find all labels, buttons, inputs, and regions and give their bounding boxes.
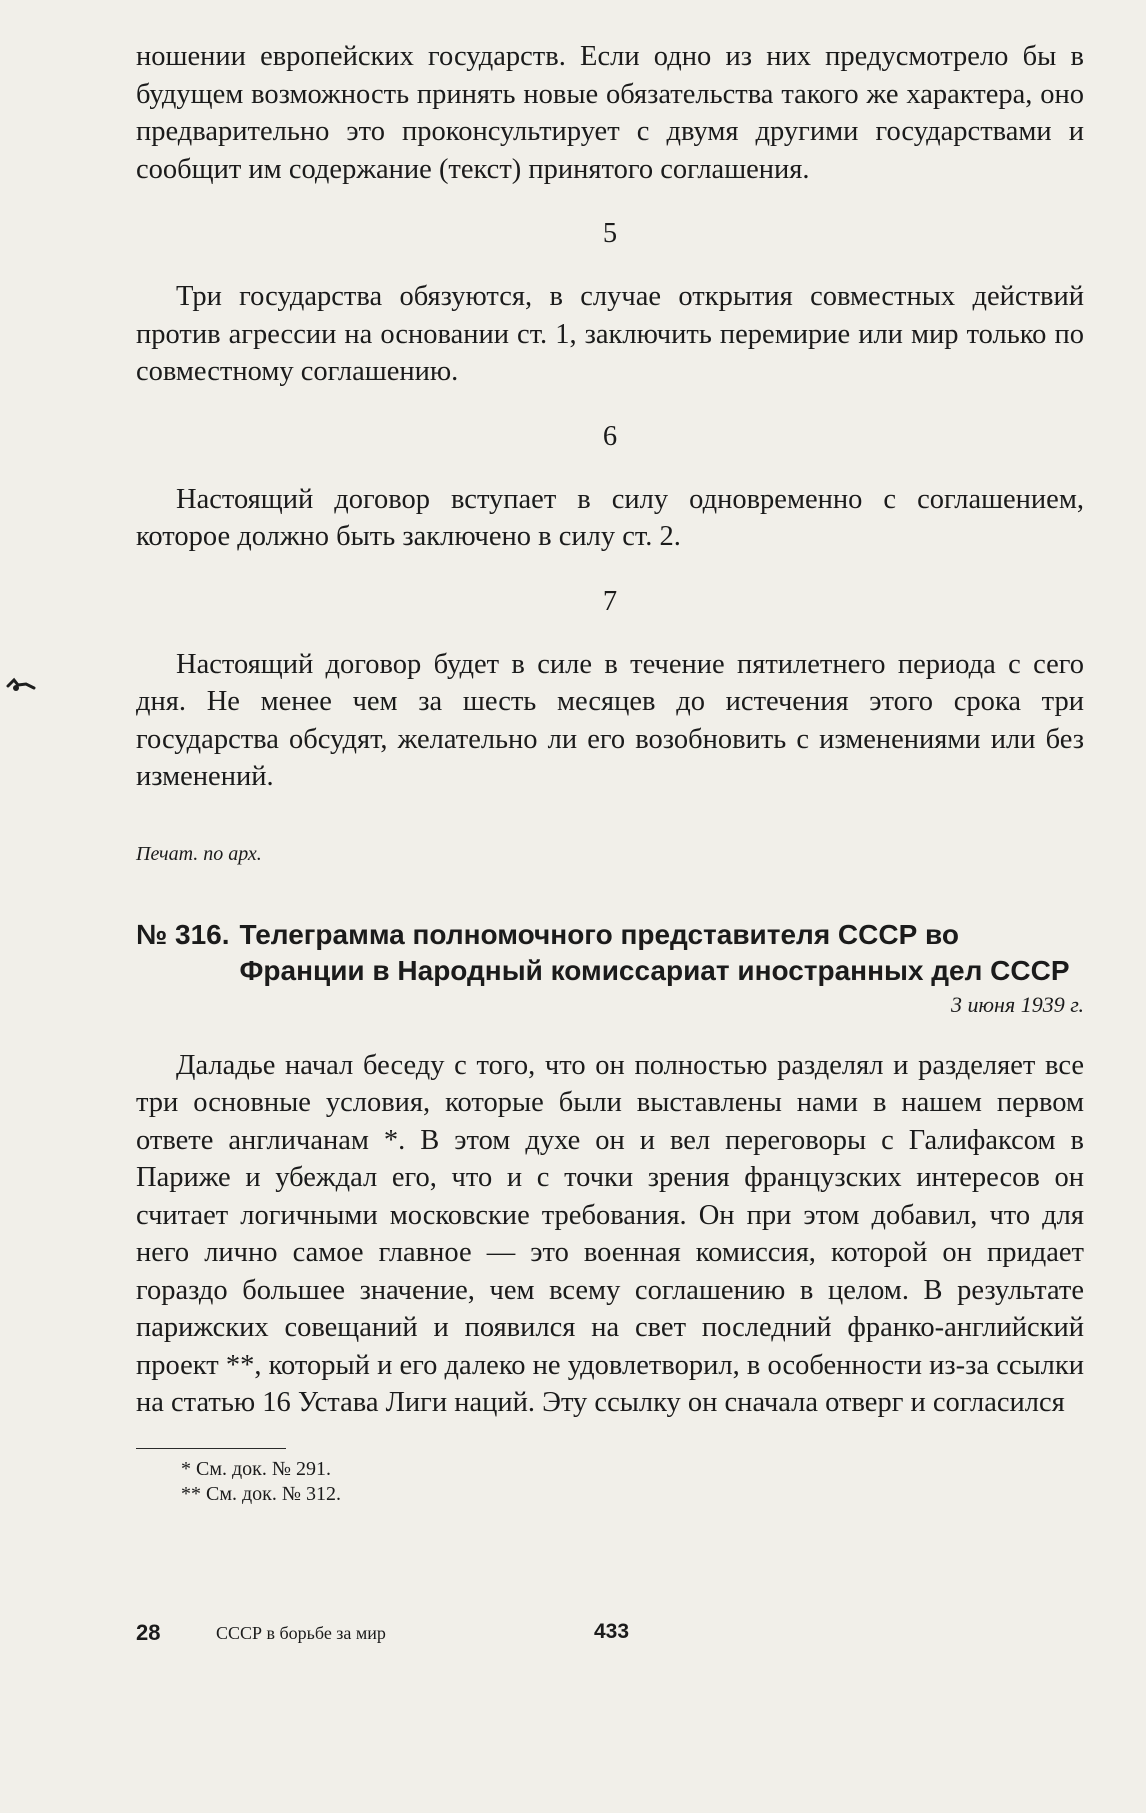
clause-text: Настоящий договор будет в силе в течение пятилетнего периода с сего дня. Не менее чем за шесть месяцев до истечения этого срока три государства обсудят, желательно ли его возобновить с изменениями или без изменений. bbox=[136, 648, 1084, 792]
margin-ink-mark bbox=[4, 676, 44, 696]
clause-6 bbox=[136, 421, 1084, 556]
clause-7 bbox=[136, 586, 1084, 796]
source-note: Печат. по арх. bbox=[136, 842, 262, 865]
clause-number: 7 bbox=[602, 585, 618, 617]
page-footer bbox=[136, 1620, 736, 1660]
document-date: 3 июня 1939 г. bbox=[951, 991, 1084, 1017]
document-heading bbox=[136, 917, 1084, 989]
clause-text: Настоящий договор вступает в силу одновременно с соглашением, которое должно быть заключено в силу ст. 2. bbox=[136, 483, 1084, 552]
document-number: № 316. bbox=[136, 918, 230, 950]
clause-5 bbox=[136, 218, 1084, 391]
signature-number: 28 bbox=[136, 1620, 161, 1645]
clause-number: 5 bbox=[602, 218, 618, 249]
footnote: * См. док. № 291. bbox=[181, 1457, 331, 1480]
clause-number: 6 bbox=[602, 420, 618, 452]
footnote: ** См. док. № 312. bbox=[181, 1482, 341, 1505]
footnote-divider bbox=[136, 1448, 286, 1449]
document-body: Даладье начал беседу с того, что он полностью разделял и разделяет все три основные условия, которые были выставлены нами в нашем первом ответе англичанам *. В этом духе он и вел переговоры с Галифаксом в Париже и убеждал его, что и с точки зрения французских интересов он считает логичными московские требования. Он при этом добавил, что для него лично самое главное — это военная комиссия, которой он придает гораздо большее значение, чем всему соглашению в целом. В результате парижских совещаний и появился на свет последний франко-английский проект **, который и его далеко не удовлетворил, в особенности из-за ссылки на статью 16 Устава Лиги наций. Эту ссылку он сначала отверг и согласился bbox=[136, 1049, 1084, 1418]
page-content bbox=[136, 38, 1084, 1507]
intro-paragraph: ношении европейских государств. Если одно из них предусмотрело бы в будущем возможность принять новые обязательства такого же характера, оно предварительно это проконсультирует с двумя другими государствами и сообщит им содержание (текст) принятого соглашения. bbox=[136, 41, 1084, 185]
book-title: СССР в борьбе за мир bbox=[216, 1623, 386, 1643]
document-title: Телеграмма полномочного представителя СССР во Франции в Народный комиссариат иностранных дел СССР bbox=[239, 918, 1070, 986]
page-number: 433 bbox=[594, 1620, 630, 1643]
clause-text: Три государства обязуются, в случае открытия совместных действий против агрессии на основании ст. 1, заключить перемирие или мир только по совместному соглашению. bbox=[136, 281, 1084, 387]
